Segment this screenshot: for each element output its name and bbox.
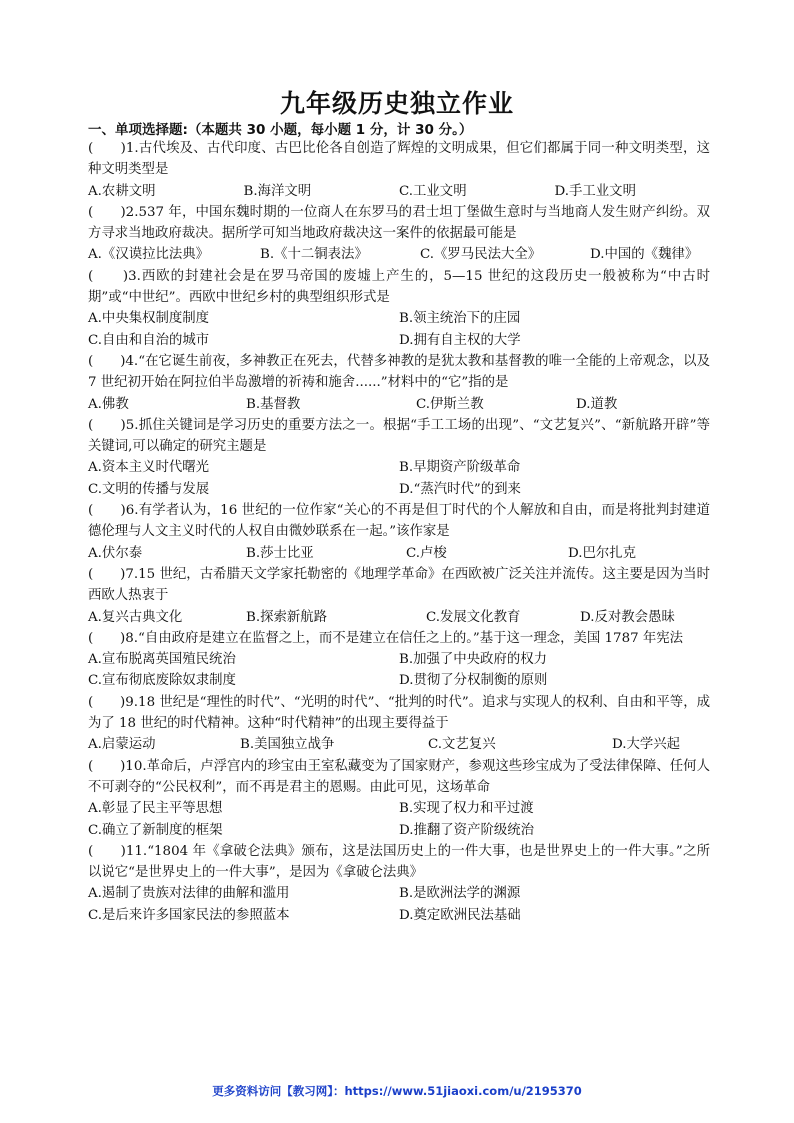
option: D.“蒸汽时代”的到来: [399, 481, 521, 497]
option: C.自由和自治的城市: [88, 332, 210, 348]
option-row: [88, 308, 710, 329]
footer-link[interactable]: 更多资料访问【教习网】：https://www.51jiaoxi.com/u/2195370: [212, 1084, 582, 1098]
option-row: [88, 649, 710, 670]
section-heading: 一、单项选择题:（本题共 30 小题，每小题 1 分，计 30 分。）: [88, 122, 473, 138]
option: D.手工业文明: [554, 183, 636, 199]
option-row: [88, 244, 710, 265]
question-stem: ( )10.革命后，卢浮宫内的珍宝由王室私藏变为了国家财产，参观这些珍宝成为了受法律保障、任何人不可剥夺的“公民权利”，而不再是君主的恩赐。由此可见，这场革命: [88, 758, 710, 795]
option: B.领主统治下的庄园: [399, 311, 521, 327]
question-stem: ( )5.抓住关键词是学习历史的重要方法之一。根据“手工工场的出现”、“文艺复兴”、“新航路开辟”等关键词,可以确定的研究主题是: [88, 417, 710, 455]
option-row: [88, 883, 710, 904]
option: A.伏尔泰: [88, 545, 143, 561]
option: C.确立了新制度的框架: [88, 822, 223, 838]
page-title: 九年级历史独立作业: [279, 89, 514, 118]
option-row: [88, 905, 710, 926]
option-row: [88, 181, 710, 202]
option: C.工业文明: [399, 183, 467, 199]
option: A.佛教: [88, 396, 129, 412]
option: B.美国独立战争: [240, 737, 335, 753]
option: A.《汉谟拉比法典》: [88, 247, 210, 263]
option: C.发展文化教育: [426, 609, 521, 625]
option: A.彰显了民主平等思想: [88, 801, 223, 817]
option: C.《罗马民法大全》: [420, 247, 542, 263]
option: D.反对教会愚昧: [580, 609, 675, 625]
question-stem: ( )8.“自由政府是建立在监督之上，而不是建立在信任之上的。”基于这一理念，美国 1787 年宪法: [88, 630, 684, 646]
option: B.加强了中央政府的权力: [399, 652, 548, 668]
option: D.大学兴起: [612, 737, 681, 753]
option: C.文明的传播与发展: [88, 481, 210, 497]
option-row: [88, 820, 710, 841]
option-row: [88, 798, 710, 819]
question-stem: ( )1.古代埃及、古代印度、古巴比伦各自创造了辉煌的文明成果，但它们都属于同一种文明类型，这种文明类型是: [88, 141, 710, 178]
option: D.中国的《魏律》: [590, 247, 699, 263]
question-stem: ( )2.537 年，中国东魏时期的一位商人在东罗马的君士坦丁堡做生意时与当地商人发生财产纠纷。双方寻求当地政府裁决。据所学可知当地政府裁决这一案件的依据最可能是: [88, 204, 710, 242]
question-list: [88, 138, 710, 926]
option: D.推翻了资产阶级统治: [399, 822, 535, 838]
option: D.贯彻了分权制衡的原则: [399, 673, 548, 689]
option: B.基督教: [246, 396, 301, 412]
option: A.农耕文明: [88, 183, 156, 199]
option: C.卢梭: [406, 545, 447, 561]
option: C.是后来许多国家民法的参照蓝本: [88, 907, 290, 923]
option-row: [88, 457, 710, 478]
question-stem: ( )4.“在它诞生前夜，多神教正在死去，代替多神教的是犹太教和基督教的唯一全能的上帝观念，以及 7 世纪初开始在阿拉伯半岛激增的祈祷和施舍......”材料中的“它”指的是: [88, 353, 710, 391]
option-row: [88, 330, 710, 351]
question-stem: ( )11.“1804 年《拿破仑法典》颁布，这是法国历史上的一件大事，也是世界史上的一件大事。”之所以说它“是世界史上的一件大事”，是因为《拿破仑法典》: [88, 843, 710, 881]
option-row: [88, 479, 710, 500]
option: A.资本主义时代曙光: [88, 460, 210, 476]
question-stem: ( )6.有学者认为，16 世纪的一位作家“关心的不再是但丁时代的个人解放和自由，而是将批判封建道德伦理与人文主义时代的人权自由微妙联系在一起。”该作家是: [88, 503, 710, 540]
question-stem: ( )7.15 世纪，古希腊天文学家托勒密的《地理学革命》在西欧被广泛关注并流传。这主要是因为当时西欧人热衷于: [88, 566, 710, 604]
option: C.伊斯兰教: [416, 396, 484, 412]
option: C.文艺复兴: [428, 737, 496, 753]
option: B.早期资产阶级革命: [399, 460, 521, 476]
option: D.拥有自主权的大学: [399, 332, 521, 348]
option-row: [88, 394, 710, 415]
option: A.中央集权制度制度: [88, 311, 210, 327]
option-row: [88, 734, 710, 755]
option: B.莎士比亚: [246, 545, 314, 561]
option-row: [88, 670, 710, 691]
option: A.复兴古典文化: [88, 609, 183, 625]
option-row: [88, 543, 710, 564]
question-stem: ( )9.18 世纪是“理性的时代”、“光明的时代”、“批判的时代”。追求与实现人的权利、自由和平等，成为了 18 世纪的时代精神。这种“时代精神”的出现主要得益于: [88, 694, 710, 732]
option: A.遏制了贵族对法律的曲解和滥用: [88, 886, 290, 902]
option-row: [88, 607, 710, 628]
option: D.巴尔扎克: [568, 545, 637, 561]
option: C.宣布彻底废除奴隶制度: [88, 673, 236, 689]
option: B.海洋文明: [243, 183, 312, 199]
option: B.探索新航路: [246, 609, 328, 625]
option: B.是欧洲法学的渊源: [399, 886, 521, 902]
option: B.《十二铜表法》: [260, 247, 368, 263]
option: D.道教: [576, 396, 618, 412]
option: A.宣布脱离英国殖民统治: [88, 652, 236, 668]
option: A.启蒙运动: [88, 737, 156, 753]
option: B.实现了权力和平过渡: [399, 801, 534, 817]
option: D.奠定欧洲民法基础: [399, 907, 521, 923]
question-stem: ( )3.西欧的封建社会是在罗马帝国的废墟上产生的，5—15 世纪的这段历史一般被称为“中古时期”或“中世纪”。西欧中世纪乡村的典型组织形式是: [88, 268, 710, 306]
